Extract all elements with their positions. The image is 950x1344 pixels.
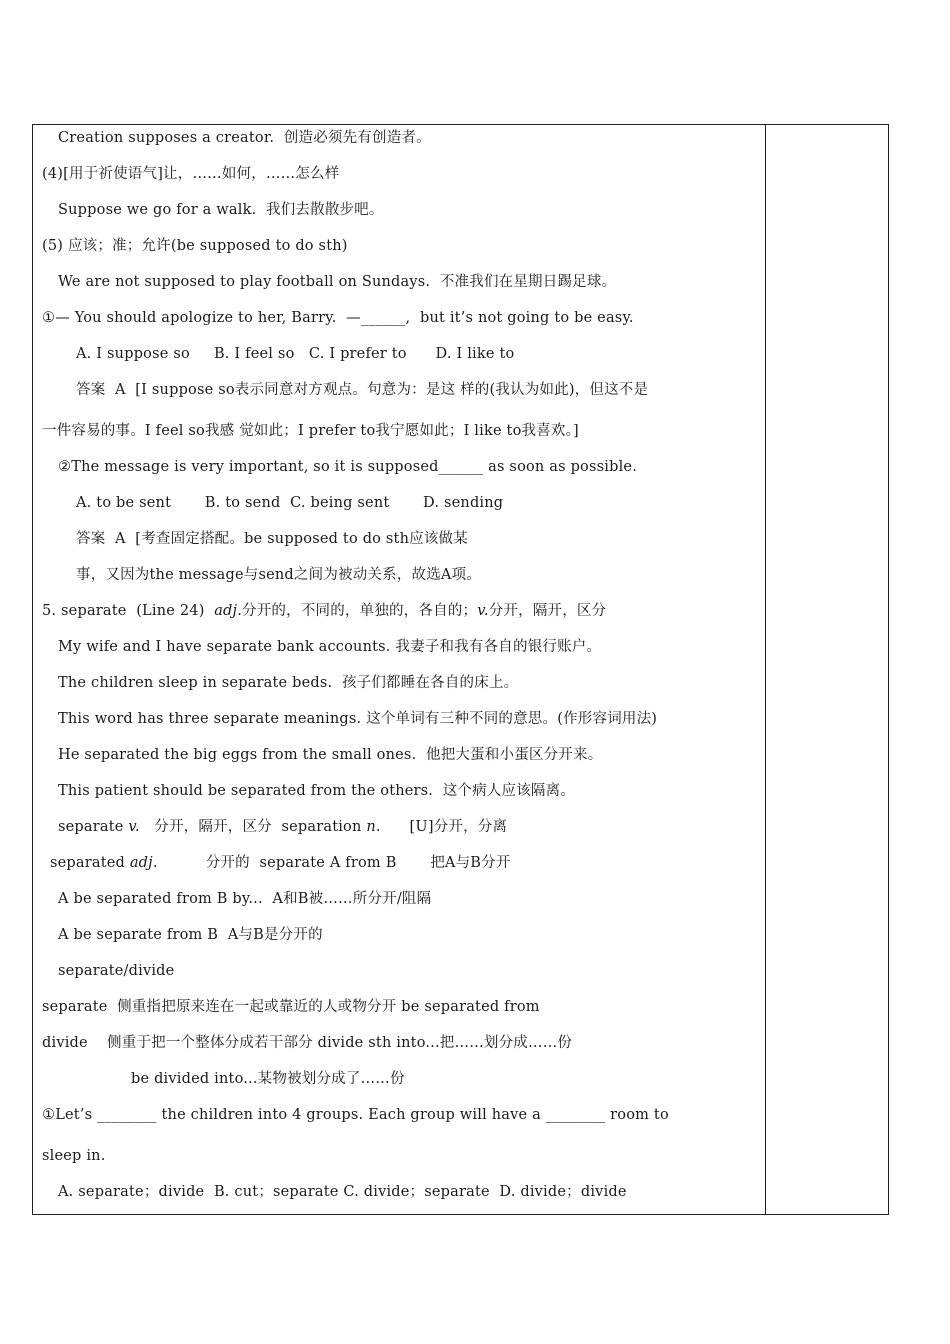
comparison-line: divide 侧重于把一个整体分成若干部分 divide sth into...把……划分成……份 [42, 1035, 573, 1051]
question-line: ①Let’s ________ the children into 4 groups. Each group will have a ________ room to [42, 1107, 669, 1123]
text-line: Suppose we go for a walk. 我们去散散步吧。 [58, 202, 384, 218]
example-sentence: He separated the big eggs from the small ones. 他把大蛋和小蛋区分开来。 [58, 747, 603, 763]
question-line: ①— You should apologize to her, Barry. —______, but it’s not going to be easy. [42, 310, 634, 326]
example-sentence: The children sleep in separate beds. 孩子们都睡在各自的床上。 [58, 675, 519, 691]
text-line: We are not supposed to play football on Sundays. 不准我们在星期日踢足球。 [58, 274, 617, 290]
question-line: sleep in. [42, 1148, 106, 1164]
text-line: (4)[用于祈使语气]让，……如何，……怎么样 [42, 166, 340, 182]
word-text: separate [58, 819, 129, 835]
phrase-line: A be separated from B by... A和B被……所分开/阻隔 [58, 891, 432, 907]
example-sentence: This word has three separate meanings. 这个单词有三种不同的意思。(作形容词用法) [58, 711, 658, 727]
vocab-heading-text: 5. separate (Line 24) [42, 603, 215, 619]
definition-text: 分开，隔开，区分 separation [139, 819, 367, 835]
definition-text: 分开的 separate A from B 把A与B分开 [157, 855, 511, 871]
pos-label: n. [366, 819, 381, 835]
text-line: (5) 应该；准；允许(be supposed to do sth) [42, 238, 348, 254]
definition-text: 分开的，不同的，单独的，各自的； [242, 603, 478, 619]
answer-options: A. separate；divide B. cut；separate C. divide；separate D. divide；divide [58, 1184, 627, 1200]
word-text: separated [50, 855, 130, 871]
comparison-line: be divided into...某物被划分成了……份 [131, 1071, 405, 1087]
example-sentence: My wife and I have separate bank accounts. 我妻子和我有各自的银行账户。 [58, 639, 602, 655]
phrase-line: A be separate from B A与B是分开的 [58, 927, 323, 943]
text-line: Creation supposes a creator. 创造必须先有创造者。 [58, 130, 431, 146]
comparison-heading: separate/divide [58, 963, 175, 979]
question-line: ②The message is very important, so it is supposed______ as soon as possible. [58, 459, 638, 475]
example-sentence: This patient should be separated from the others. 这个病人应该隔离。 [58, 783, 576, 799]
word-forms-line [58, 817, 507, 837]
vocab-heading-separate [42, 601, 606, 621]
answer-explanation: 答案 A [考查固定搭配。be supposed to do sth应该做某 [76, 531, 468, 547]
word-forms-line [50, 853, 511, 873]
pos-label: adj. [129, 855, 158, 871]
answer-options: A. to be sent B. to send C. being sent D. sending [76, 495, 504, 511]
comparison-line: separate 侧重指把原来连在一起或靠近的人或物分开 be separated from [42, 999, 540, 1015]
pos-label: adj. [214, 603, 243, 619]
answer-explanation: 一件容易的事。I feel so我感 觉如此；I prefer to我宁愿如此；I like to我喜欢。] [42, 423, 579, 439]
pos-label: v. [128, 819, 140, 835]
answer-options: A. I suppose so B. I feel so C. I prefer to D. I like to [76, 346, 515, 362]
definition-text: 分开，隔开，区分 [488, 603, 607, 619]
answer-explanation: 答案 A [I suppose so表示同意对方观点。句意为：是这 样的(我认为如此)，但这不是 [76, 382, 649, 398]
definition-text: [U]分开，分离 [380, 819, 508, 835]
answer-explanation: 事，又因为the message与send之间为被动关系，故选A项。 [76, 567, 481, 583]
table-column-divider [765, 124, 766, 1215]
pos-label: v. [477, 603, 489, 619]
